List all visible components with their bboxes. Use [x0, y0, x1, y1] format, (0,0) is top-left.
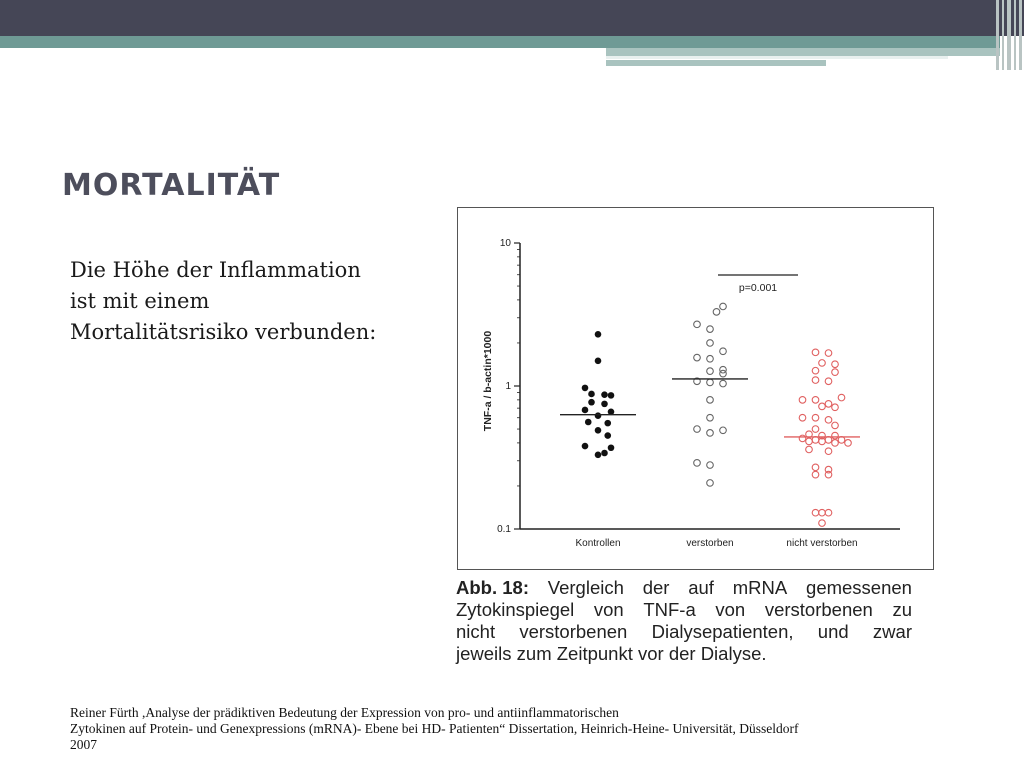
caption-word: verstorbenen: [519, 621, 628, 642]
data-point: [707, 379, 714, 386]
data-point: [838, 394, 845, 401]
data-point: [806, 446, 813, 453]
caption-word: auf: [688, 577, 714, 598]
data-point: [707, 355, 714, 362]
data-point: [832, 422, 839, 429]
data-point: [707, 368, 714, 375]
x-category-label: verstorben: [686, 538, 734, 549]
data-point: [720, 370, 727, 377]
citation-line: Zytokinen auf Protein- und Genexpressions (mRNA)- Ebene bei HD- Patienten“ Dissertation, Heinrich-Heine- Universität, Düsseldorf: [70, 721, 799, 736]
data-point: [825, 401, 832, 408]
caption-word: zwar: [872, 621, 912, 642]
data-point: [694, 321, 701, 328]
caption-word: Vergleich: [547, 577, 624, 598]
data-point: [720, 303, 727, 310]
header-accent-band-3: [606, 60, 826, 66]
data-point: [707, 430, 714, 437]
data-point: [812, 367, 819, 374]
data-point: [799, 414, 806, 421]
caption-word: verstorbenen: [764, 599, 873, 620]
data-point: [707, 397, 714, 404]
body-text: [70, 255, 440, 348]
data-point: [812, 349, 819, 356]
data-point: [845, 440, 852, 447]
data-point: [608, 392, 615, 399]
data-point: [707, 340, 714, 347]
data-point: [595, 427, 602, 434]
data-point: [601, 450, 608, 457]
body-line: ist mit einem: [70, 289, 210, 313]
data-point: [720, 380, 727, 387]
chart-figure: [457, 207, 934, 570]
figure-caption: [456, 577, 912, 665]
data-point: [812, 509, 819, 516]
caption-word: Dialysepatienten,: [651, 621, 794, 642]
data-point: [707, 326, 714, 333]
data-point: [832, 369, 839, 376]
data-point: [825, 471, 832, 478]
caption-line-1: [456, 577, 912, 599]
data-point: [825, 378, 832, 385]
significance-label: p=0.001: [738, 282, 778, 294]
data-point: [720, 427, 727, 434]
data-point: [604, 420, 611, 427]
data-point: [595, 452, 602, 459]
data-point: [585, 419, 592, 426]
y-tick-label: 0.1: [497, 524, 511, 535]
data-point: [588, 399, 595, 406]
body-line: Die Höhe der Inflammation: [70, 258, 361, 282]
data-point: [707, 480, 714, 487]
caption-word: Zytokinspiegel: [456, 599, 575, 620]
data-point: [582, 385, 589, 392]
data-point: [819, 520, 826, 527]
data-point: [694, 426, 701, 433]
data-point: [595, 412, 602, 419]
data-point: [707, 414, 714, 421]
data-point: [588, 391, 595, 398]
data-point: [825, 448, 832, 455]
y-axis-label: TNF-a / b-actin*1000: [482, 330, 494, 432]
caption-word: mRNA: [732, 577, 788, 598]
citation: [70, 705, 970, 753]
data-point: [595, 358, 602, 365]
data-point: [832, 361, 839, 368]
data-point: [812, 471, 819, 478]
data-point: [825, 509, 832, 516]
y-tick-label: 1: [505, 381, 511, 392]
caption-word: gemessenen: [806, 577, 912, 598]
data-point: [812, 426, 819, 433]
data-point: [819, 360, 826, 367]
data-point: [601, 401, 608, 408]
header-accent-line: [606, 56, 948, 59]
data-point: [806, 438, 813, 445]
data-point: [713, 309, 720, 316]
caption-word: TNF-a: [643, 599, 696, 620]
slide-title: MORTALITÄT: [62, 168, 281, 203]
caption-word: von: [715, 599, 746, 620]
citation-line: 2007: [70, 737, 97, 752]
body-line: Mortalitätsrisiko verbunden:: [70, 320, 377, 344]
header-bar: [0, 0, 1024, 36]
data-point: [812, 377, 819, 384]
y-tick-label: 10: [499, 238, 511, 249]
caption-label: Abb. 18:: [456, 577, 529, 598]
data-point: [825, 350, 832, 357]
caption-word: nicht: [456, 621, 496, 642]
data-point: [582, 443, 589, 450]
data-point: [799, 397, 806, 404]
data-point: [812, 397, 819, 404]
data-point: [832, 432, 839, 439]
data-point: [819, 509, 826, 516]
scatter-chart: [458, 208, 933, 569]
caption-line-2: [456, 599, 912, 621]
caption-word: und: [817, 621, 849, 642]
citation-line: Reiner Fürth ,Analyse der prädiktiven Bedeutung der Expression von pro- und antiinflammatorischen: [70, 705, 619, 720]
header-stripes: [994, 0, 1024, 70]
data-point: [825, 417, 832, 424]
x-category-label: nicht verstorben: [786, 538, 858, 549]
data-point: [694, 354, 701, 361]
caption-word: von: [593, 599, 624, 620]
data-point: [601, 391, 608, 398]
header-accent-band-2: [606, 48, 1000, 56]
data-point: [604, 432, 611, 439]
data-point: [595, 331, 602, 338]
data-point: [707, 462, 714, 469]
caption-word: der: [642, 577, 670, 598]
data-point: [812, 414, 819, 421]
data-point: [819, 403, 826, 410]
header-accent-band: [0, 36, 1000, 48]
caption-line-4: jeweils zum Zeitpunkt vor der Dialyse.: [456, 643, 767, 664]
caption-word: zu: [892, 599, 912, 620]
data-point: [608, 444, 615, 451]
caption-line-3: [456, 621, 912, 643]
x-category-label: Kontrollen: [575, 538, 621, 549]
data-point: [832, 404, 839, 411]
data-point: [812, 464, 819, 471]
data-point: [832, 440, 839, 447]
data-point: [720, 348, 727, 355]
data-point: [799, 435, 806, 442]
data-point: [694, 460, 701, 467]
data-point: [582, 407, 589, 414]
